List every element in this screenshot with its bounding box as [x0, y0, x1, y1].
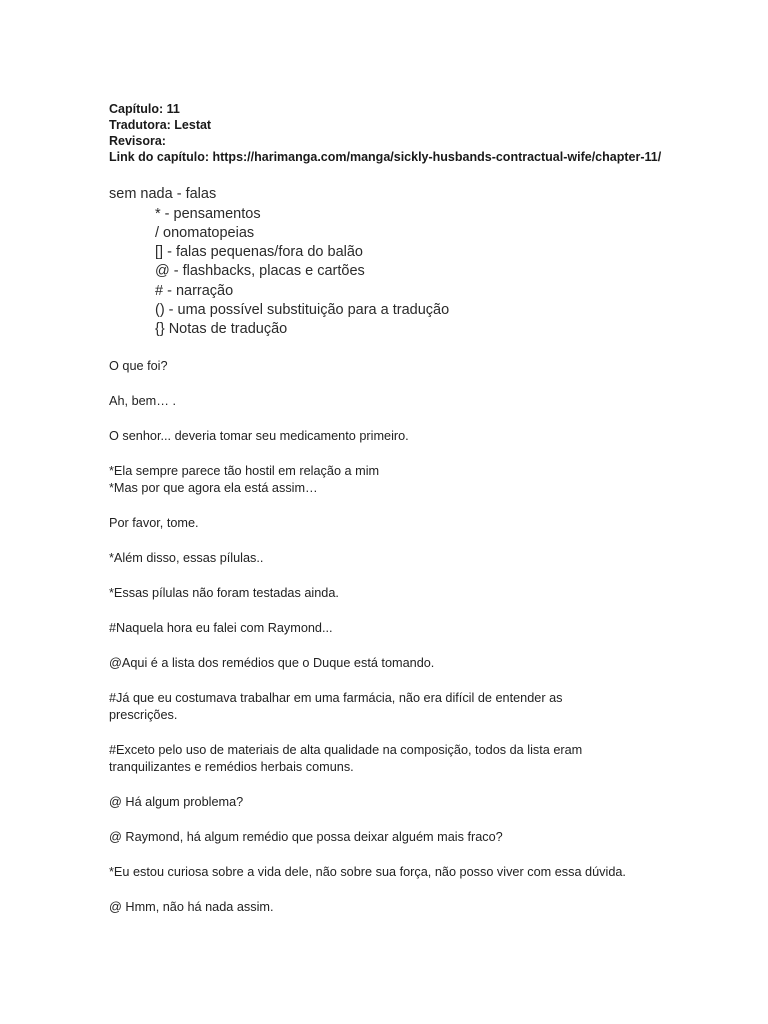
text-line: *Além disso, essas pílulas..	[109, 551, 264, 565]
text-line: #Já que eu costumava trabalhar em uma farmácia, não era difícil de entender as	[109, 691, 563, 705]
dialogue-paragraph	[109, 515, 709, 532]
chapter-link-line: Link do capítulo: https://harimanga.com/manga/sickly-husbands-contractual-wife/chapter-11/	[109, 150, 662, 164]
legend-item: {} Notas de tradução	[155, 321, 288, 338]
document-header	[109, 101, 749, 165]
dialogue-paragraph	[109, 393, 709, 410]
legend-item: () - uma possível substituição para a tradução	[155, 301, 450, 318]
text-line: O que foi?	[109, 359, 168, 373]
reviser-line: Revisora:	[109, 134, 166, 148]
dialogue-paragraph	[109, 620, 709, 637]
legend-item: * - pensamentos	[155, 205, 261, 222]
text-line: #Exceto pelo uso de materiais de alta qualidade na composição, todos da lista eram	[109, 743, 583, 757]
text-line: *Mas por que agora ela está assim…	[109, 481, 318, 495]
legend-title: sem nada - falas	[109, 186, 217, 202]
text-line: *Essas pílulas não foram testadas ainda.	[109, 586, 339, 600]
dialogue-paragraph	[109, 690, 709, 724]
dialogue-paragraph	[109, 899, 709, 916]
text-line: #Naquela hora eu falei com Raymond...	[109, 621, 333, 635]
text-line: *Eu estou curiosa sobre a vida dele, não sobre sua força, não posso viver com essa dúvida.	[109, 865, 626, 879]
dialogue-paragraph	[109, 655, 709, 672]
translation-body	[109, 358, 709, 934]
dialogue-paragraph	[109, 428, 709, 445]
text-line: @Aqui é a lista dos remédios que o Duque está tomando.	[109, 656, 435, 670]
text-line: @ Hmm, não há nada assim.	[109, 900, 274, 914]
legend-item: / onomatopeias	[155, 224, 255, 241]
chapter-line: Capítulo: 11	[109, 102, 180, 116]
dialogue-paragraph	[109, 358, 709, 375]
legend-item: [] - falas pequenas/fora do balão	[155, 244, 363, 261]
text-line: Por favor, tome.	[109, 516, 199, 530]
notation-legend	[109, 185, 449, 340]
text-line: Ah, bem… .	[109, 394, 176, 408]
dialogue-paragraph	[109, 794, 709, 811]
translator-line: Tradutora: Lestat	[109, 118, 212, 132]
text-line: tranquilizantes e remédios herbais comuns.	[109, 760, 354, 774]
text-line: prescrições.	[109, 708, 178, 722]
text-line: *Ela sempre parece tão hostil em relação a mim	[109, 464, 380, 478]
dialogue-paragraph	[109, 742, 709, 776]
text-line: @ Há algum problema?	[109, 795, 244, 809]
text-line: O senhor... deveria tomar seu medicamento primeiro.	[109, 429, 409, 443]
legend-item: # - narração	[155, 282, 234, 299]
dialogue-paragraph	[109, 463, 709, 497]
legend-item: @ - flashbacks, placas e cartões	[155, 263, 365, 280]
dialogue-paragraph	[109, 550, 709, 567]
dialogue-paragraph	[109, 829, 709, 846]
dialogue-paragraph	[109, 585, 709, 602]
text-line: @ Raymond, há algum remédio que possa deixar alguém mais fraco?	[109, 830, 503, 844]
dialogue-paragraph	[109, 864, 709, 881]
